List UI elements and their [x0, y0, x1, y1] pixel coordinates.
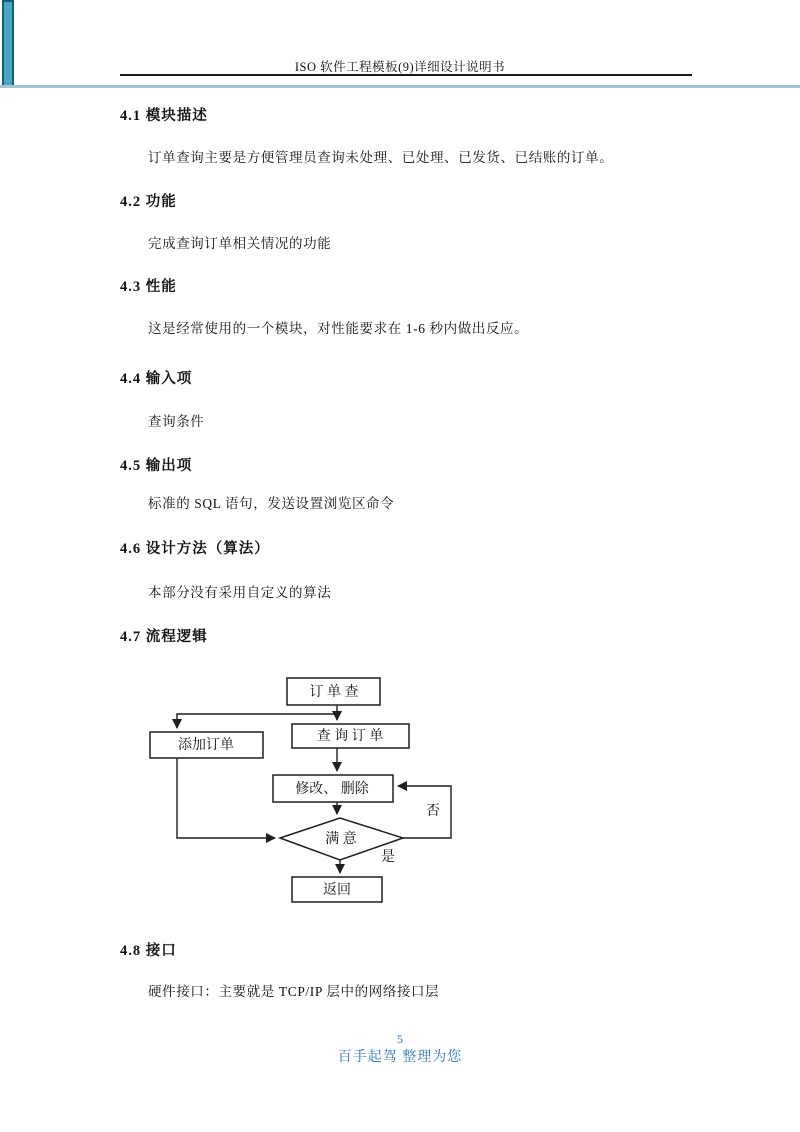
section-heading-4-2: 4.2 功能 [120, 194, 177, 210]
edge-label-no: 否 [426, 804, 440, 820]
node-query-order-label: 查 询 订 单 [316, 729, 384, 745]
edge-add-to-decision [177, 758, 275, 838]
edge-label-yes: 是 [381, 850, 395, 866]
section-heading-4-1: 4.1 模块描述 [120, 108, 208, 124]
node-return-label: 返回 [323, 883, 351, 899]
footer-watermark: 百手起驾 整理为您 [337, 1050, 463, 1065]
section-heading-4-7: 4.7 流程逻辑 [120, 629, 208, 645]
section-heading-4-4: 4.4 输入项 [120, 371, 193, 387]
section-body-4-6: 本部分没有采用自定义的算法 [148, 585, 332, 600]
section-body-4-1: 订单查询主要是方便管理员查询未处理、已处理、已发货、已结账的订单。 [148, 150, 614, 165]
node-start-label: 订 单 查 [309, 685, 359, 701]
section-heading-4-5: 4.5 输出项 [120, 458, 193, 474]
section-body-4-5: 标准的 SQL 语句，发送设置浏览区命令 [148, 496, 395, 511]
header-title: ISO 软件工程模板(9)详细设计说明书 [294, 60, 506, 74]
section-body-4-2: 完成查询订单相关情况的功能 [148, 236, 332, 251]
section-heading-4-8: 4.8 接口 [120, 943, 177, 959]
node-add-order-label: 添加订单 [178, 738, 234, 754]
section-body-4-4: 查询条件 [148, 414, 205, 429]
edge-no-loop [398, 786, 451, 838]
section-heading-4-6: 4.6 设计方法（算法） [120, 541, 270, 557]
node-modify-delete-label: 修改、 删除 [295, 782, 369, 798]
section-body-4-8: 硬件接口：主要就是 TCP/IP 层中的网络接口层 [148, 984, 440, 999]
section-heading-4-3: 4.3 性能 [120, 279, 177, 295]
edge-start-to-add [177, 714, 337, 728]
node-decision-label: 满 意 [325, 832, 357, 848]
footer-page-number: 5 [397, 1032, 403, 1046]
section-body-4-3: 这是经常使用的一个模块，对性能要求在 1-6 秒内做出反应。 [148, 321, 529, 336]
